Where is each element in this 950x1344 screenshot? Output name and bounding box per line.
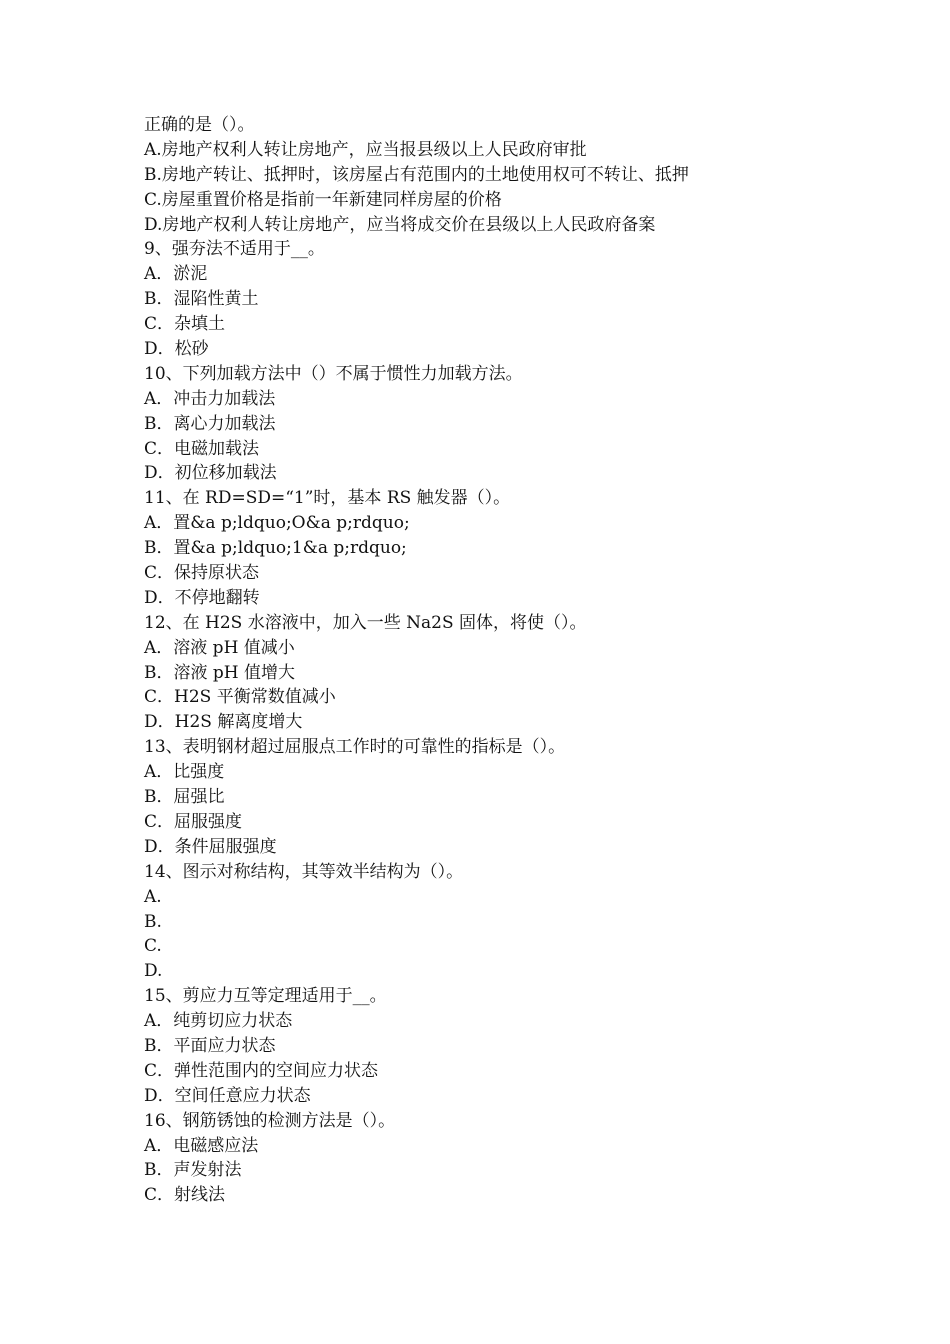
option-line: C.房屋重置价格是指前一年新建同样房屋的价格 [144,189,502,210]
option-line: D.房地产权利人转让房地产，应当将成交价在县级以上人民政府备案 [144,214,656,235]
document-page [144,113,844,1208]
option-line: C．杂填土 [144,314,226,335]
question-16: 16、钢筋锈蚀的检测方法是（）。 [144,1110,396,1131]
option-line: D．不停地翻转 [144,587,260,608]
option-line: B. [144,911,162,932]
option-line: A．置&a p;ldquo;O&a p;rdquo; [144,513,410,534]
option-line: D．H2S 解离度增大 [144,712,303,733]
option-line: B．置&a p;ldquo;1&a p;rdquo; [144,538,407,559]
question-10: 10、下列加载方法中（）不属于惯性力加载方法。 [144,363,523,384]
option-line: A. [144,886,162,907]
option-line: A．溶液 pH 值减小 [144,637,295,658]
option-line: C．保持原状态 [144,563,260,584]
question-14: 14、图示对称结构，其等效半结构为（）。 [144,861,464,882]
option-line: C．屈服强度 [144,811,243,832]
question-stem: 正确的是（）。 [144,115,255,135]
option-line: D．条件屈服强度 [144,836,277,857]
option-line: A.房地产权利人转让房地产，应当报县级以上人民政府审批 [144,139,587,160]
option-line: C．射线法 [144,1185,226,1206]
option-line: B．屈强比 [144,787,225,808]
option-line: C．电磁加载法 [144,438,260,459]
option-line: B.房地产转让、抵押时，该房屋占有范围内的土地使用权可不转让、抵押 [144,164,689,185]
question-15: 15、剪应力互等定理适用于__。 [144,986,387,1007]
option-line: A．纯剪切应力状态 [144,1011,293,1032]
question-12: 12、在 H2S 水溶液中，加入一些 Na2S 固体，将使（）。 [144,612,587,633]
option-line: B．离心力加载法 [144,413,276,434]
option-line: D. [144,961,163,982]
option-line: B．溶液 pH 值增大 [144,662,296,683]
option-line: A．冲击力加载法 [144,388,276,409]
option-line: A．电磁感应法 [144,1135,259,1156]
option-line: A．比强度 [144,762,225,783]
option-line: D．空间任意应力状态 [144,1085,311,1106]
question-9: 9、强夯法不适用于__。 [144,239,325,260]
option-line: D．松砂 [144,339,209,360]
option-line: A．淤泥 [144,264,208,285]
option-line: D．初位移加载法 [144,463,277,484]
option-line: B．平面应力状态 [144,1035,276,1056]
option-line: C. [144,936,162,957]
question-13: 13、表明钢材超过屈服点工作时的可靠性的指标是（）。 [144,737,566,758]
option-line: B．湿陷性黄土 [144,289,259,310]
option-line: B．声发射法 [144,1160,242,1181]
question-11: 11、在 RD=SD=“1”时，基本 RS 触发器（）。 [144,488,511,509]
option-line: C．H2S 平衡常数值减小 [144,687,336,708]
option-line: C．弹性范围内的空间应力状态 [144,1060,379,1081]
